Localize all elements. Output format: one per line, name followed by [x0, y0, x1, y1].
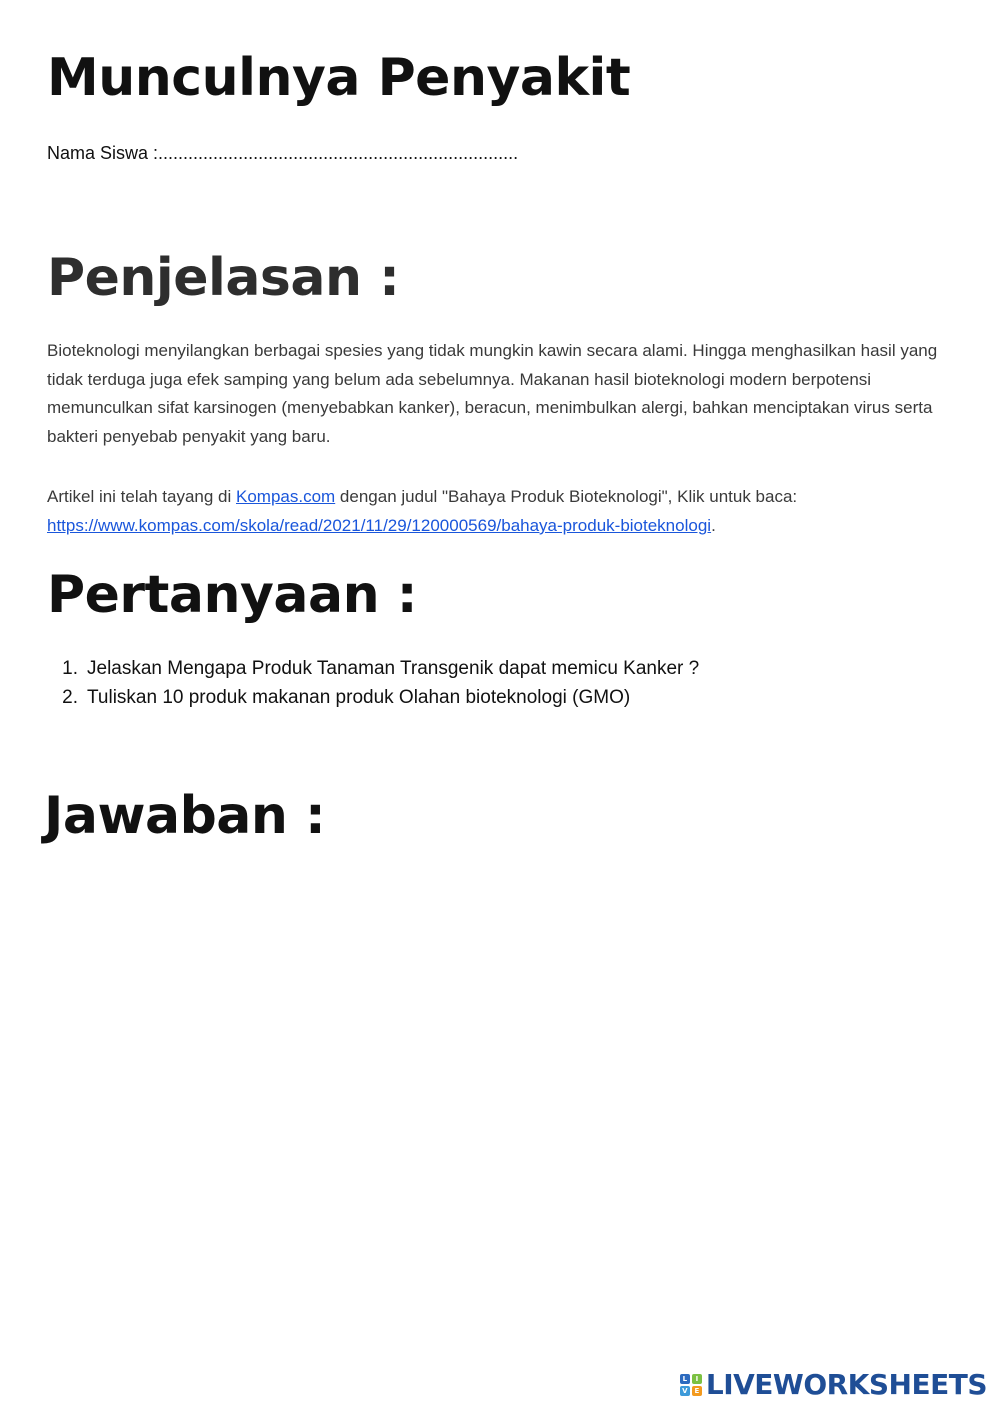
explanation-heading: Penjelasan : — [47, 248, 400, 308]
article-suffix: . — [711, 516, 716, 535]
liveworksheets-wordmark: LIVEWORKSHEETS — [705, 1368, 987, 1401]
student-name-label: Nama Siswa : — [47, 143, 159, 163]
explanation-text: Bioteknologi menyilangkan berbagai spesies yang tidak mungkin kawin secara alami. Hingga menghasilkan hasil yang tidak terduga juga efek samping yang belum ada sebelumnya. Makanan hasil bioteknologi modern berpotensi memunculkan sifat karsinogen (menyebabkan kanker), beracun, menimbulkan alergi, bahkan menciptakan virus serta bakteri penyebab penyakit yang baru. — [47, 341, 938, 446]
logo-square: L — [680, 1374, 690, 1384]
questions-list — [47, 655, 699, 712]
student-name-line — [47, 143, 518, 164]
logo-square: I — [692, 1374, 702, 1384]
questions-heading: Pertanyaan : — [47, 565, 417, 625]
liveworksheets-brand — [680, 1368, 987, 1401]
logo-square: E — [692, 1386, 702, 1396]
source-link[interactable]: Kompas.com — [236, 487, 336, 506]
question-text: Jelaskan Mengapa Produk Tanaman Transgenik dapat memicu Kanker ? — [87, 658, 700, 679]
question-text: Tuliskan 10 produk makanan produk Olahan bioteknologi (GMO) — [87, 686, 631, 708]
answers-heading: Jawaban : — [44, 786, 326, 846]
page-title: Munculnya Penyakit — [47, 48, 631, 108]
article-prefix: Artikel ini telah tayang di — [47, 487, 236, 506]
question-number: 1. — [62, 658, 78, 679]
liveworksheets-logo-icon — [680, 1374, 702, 1396]
article-note — [47, 482, 967, 540]
student-name-blank[interactable]: ........................................................................ — [158, 143, 519, 163]
question-item — [47, 655, 699, 684]
logo-square: V — [680, 1386, 690, 1396]
question-number: 2. — [62, 686, 78, 708]
question-item — [47, 684, 699, 713]
article-middle: dengan judul "Bahaya Produk Bioteknologi", Klik untuk baca: — [335, 487, 798, 506]
article-url-link[interactable]: https://www.kompas.com/skola/read/2021/11/29/120000569/bahaya-produk-bioteknologi — [47, 516, 712, 535]
